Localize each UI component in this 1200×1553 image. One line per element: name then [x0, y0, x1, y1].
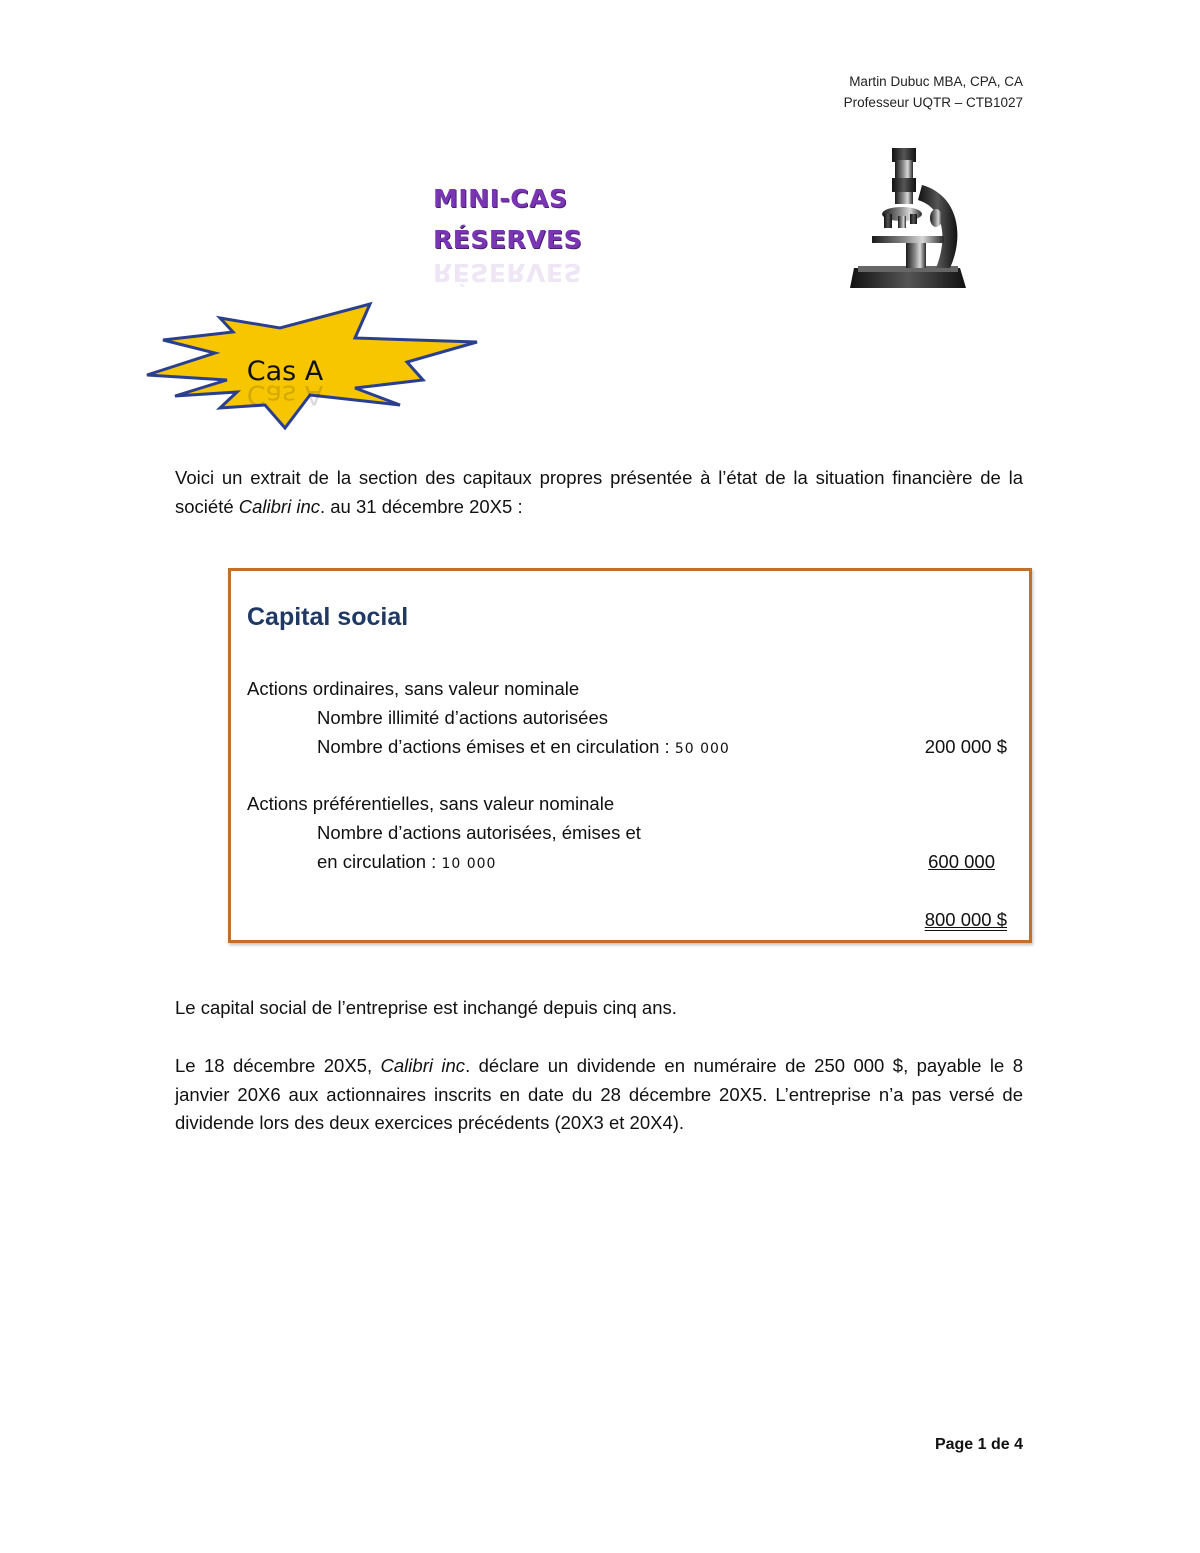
starburst-label-reflection: Cas A [246, 379, 324, 410]
title-line-2: RÉSERVES [433, 225, 583, 254]
page-number: Page 1 de 4 [934, 1436, 1023, 1453]
title-line-1: MINI-CAS [433, 184, 568, 213]
microscope-icon [840, 140, 980, 295]
ordinary-amount: 200 000 $ [924, 736, 1007, 757]
intro-paragraph: Voici un extrait de la section des capitaux propres présentée à l’état de la situation financière de la société Calibri inc. au 31 décembre 20X5 : [175, 467, 1023, 517]
preferred-line-2: en circulation : 10 000 [317, 851, 497, 872]
preferred-heading: Actions préférentielles, sans valeur nominale [247, 793, 615, 814]
preferred-amount: 600 000 [928, 851, 995, 872]
starburst-badge [145, 300, 480, 435]
paragraph-dividend: Le 18 décembre 20X5, Calibri inc. déclare un dividende en numéraire de 250 000 $, payable le 8 janvier 20X6 aux actionnaires inscrits en date du 28 décembre 20X5. L’entreprise n’a pas versé de dividende lors des deux exercices précédents (20X3 et 20X4). [175, 1055, 1024, 1133]
starburst-label: Cas A [246, 356, 324, 387]
preferred-line-1: Nombre d’actions autorisées, émises et [317, 822, 641, 843]
header-professor: Professeur UQTR – CTB1027 [843, 95, 1023, 110]
ordinary-line-2: Nombre d’actions émises et en circulation : 50 000 [317, 736, 730, 757]
ordinary-heading: Actions ordinaires, sans valeur nominale [247, 678, 580, 699]
capital-social-box [228, 568, 1032, 943]
title-reflection: RÉSERVES [433, 258, 583, 287]
header-author: Martin Dubuc MBA, CPA, CA [849, 74, 1023, 89]
paragraph-capital-unchanged: Le capital social de l’entreprise est inchangé depuis cinq ans. [175, 997, 677, 1018]
ordinary-line-1: Nombre illimité d’actions autorisées [317, 707, 608, 728]
total-amount: 800 000 $ [924, 909, 1007, 930]
box-title: Capital social [247, 603, 409, 631]
